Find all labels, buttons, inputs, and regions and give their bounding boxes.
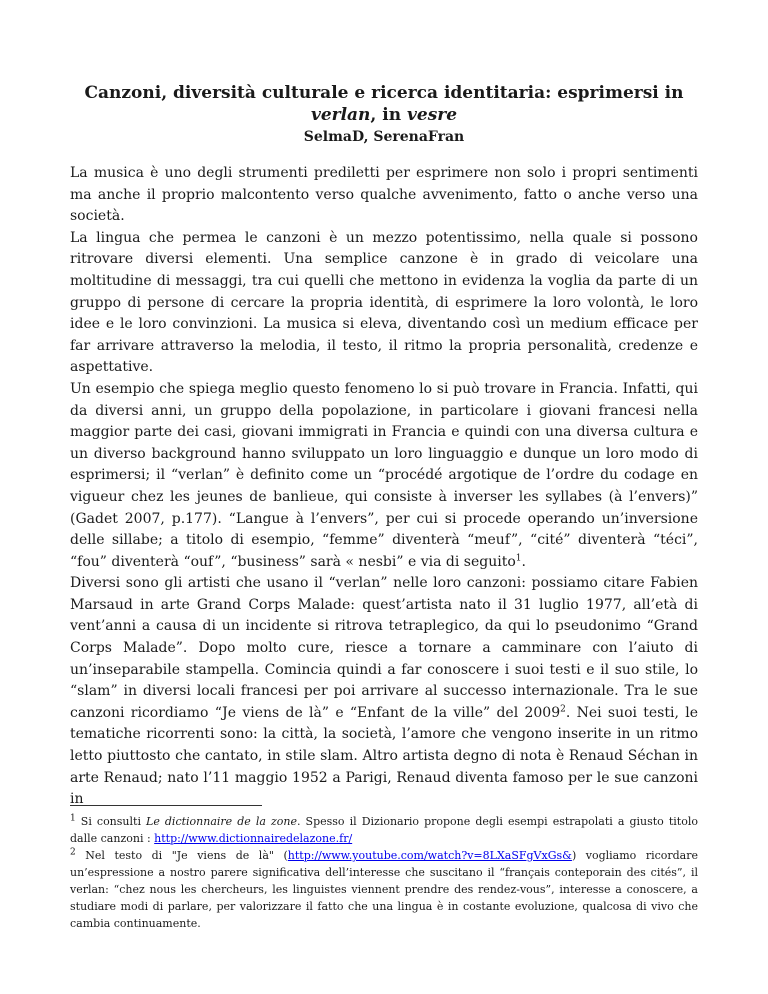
title-text-2: , in xyxy=(370,105,407,125)
footnote-separator xyxy=(70,805,262,806)
title-text-1: Canzoni, diversità culturale e ricerca identitaria: esprimersi in xyxy=(84,83,684,103)
paragraph-1: La musica è uno degli strumenti prediletti per esprimere non solo i propri sentimenti ma anche il proprio malcontento verso qualche avvenimento, fatto o anche verso una società. xyxy=(70,165,698,225)
footnote-1-post: . Spesso il Dizionario propone degli esempi estrapolati a giusto titolo dalle canzoni : xyxy=(70,815,698,845)
paragraph-3-end: . xyxy=(521,553,526,570)
footnote-2 xyxy=(70,847,698,932)
document-authors: SelmaD, SerenaFran xyxy=(303,129,465,145)
paragraph-3 xyxy=(70,379,698,573)
title-italic-vesre: vesre xyxy=(407,105,458,125)
paragraph-4-end: Renaud; nato l’11 maggio 1952 a Parigi, Renaud diventa famoso per le sue canzoni in xyxy=(70,769,698,808)
footnote-2-mark: 2 xyxy=(70,847,76,858)
title-italic-verlan: verlan xyxy=(310,105,371,125)
footnote-ref-1[interactable]: 1 xyxy=(515,553,522,564)
paragraph-4 xyxy=(70,573,698,811)
footnote-1-pre: Si consulti xyxy=(75,815,147,828)
footnote-2-pre: Nel testo di "Je viens de là" ( xyxy=(75,849,288,862)
footnote-1-link[interactable]: http://www.dictionnairedelazone.fr/ xyxy=(154,832,353,845)
footnote-2-link[interactable]: http://www.youtube.com/watch?v=8LXaSFgVxGs& xyxy=(287,849,572,862)
document-body xyxy=(70,163,698,811)
footnote-1 xyxy=(70,813,698,847)
document-title xyxy=(64,82,704,126)
footnote-2-post: ) vogliamo ricordare un’espressione a nostro parere significativa dell’interesse che suscitano il “français conteporain des cités”, il verlan: “chez nous les chercheurs, les linguistes viennent prendre des rendez-vous”, interesse a conoscere, a studiare modi di parlare, per valorizzare il fatto che una lingua è in costante evoluzione, qualcosa di vivo che cambia continuamente. xyxy=(70,849,699,930)
paragraph-4-text: Diversi sono gli artisti che usano il “verlan” nelle loro canzoni: possiamo citare Fabien Marsaud in arte Grand Corps Malade: quest’artista nato il 31 luglio 1977, all’età di vent’anni a causa di un incidente si ritrova tetraplegico, da qui lo pseudonimo “Grand Corps Malade”. Dopo molto cure, riesce a tornare a camminare con l’aiuto di un’inseparabile stampella. Comincia quindi a far conoscere i suoi testi e il suo stile, lo “slam” in diversi locali francesi per poi arrivare al successo internazionale. Tra le sue canzoni ricordiamo “Je viens de là” e “Enfant de la ville” del 2009 xyxy=(70,575,698,721)
paragraph-3-text: Un esempio che spiega meglio questo fenomeno lo si può trovare in Francia. Infatti, qui da diversi anni, un gruppo della popolazione, in particolare i giovani francesi nella maggior parte dei casi, giovani immigrati in Francia e quindi con una diversa cultura e un diverso background hanno sviluppato un loro linguaggio e dunque un loro modo di esprimersi; il “verlan” è definito come un “procédé argotique de l’ordre du codage en vigueur chez les jeunes de banlieue, qui consiste à inverser les syllabes (à l’envers)” (Gadet 2007, p.177). “Langue à l’envers”, per cui si procede operando un’inversione delle sillabe; a titolo di esempio, “femme” diventerà “meuf”, “cité” diventerà “téci”, “fou” diventerà “ouf”, “business” sarà « nesbi” e via di seguito xyxy=(70,380,698,570)
paragraph-2: La lingua che permea le canzoni è un mezzo potentissimo, nella quale si possono ritrovare diversi elementi. Una semplice canzone è in grado di veicolare una moltitudine di messaggi, tra cui quelli che mettono in evidenza la voglia da parte di un gruppo di persone di cercare la propria identità, di esprimere la loro volontà, le loro idee e le loro convinzioni. La musica si eleva, diventando così un medium efficace per far arrivare attraverso la melodia, il testo, il ritmo la propria personalità, credenze e aspettative. xyxy=(70,229,698,376)
paragraph-4-mid: . Nei suoi testi, le tematiche ricorrenti sono: la città, la società, l’amore che vengono inserite in un ritmo letto piuttosto che cantato, in stile slam. Altro artista degno di nota è Renaud Séchan in arte xyxy=(70,704,698,786)
footnote-ref-2[interactable]: 2 xyxy=(560,704,566,715)
footnote-1-book-title: Le dictionnaire de la zone xyxy=(146,815,297,828)
footnote-1-mark: 1 xyxy=(70,813,76,824)
